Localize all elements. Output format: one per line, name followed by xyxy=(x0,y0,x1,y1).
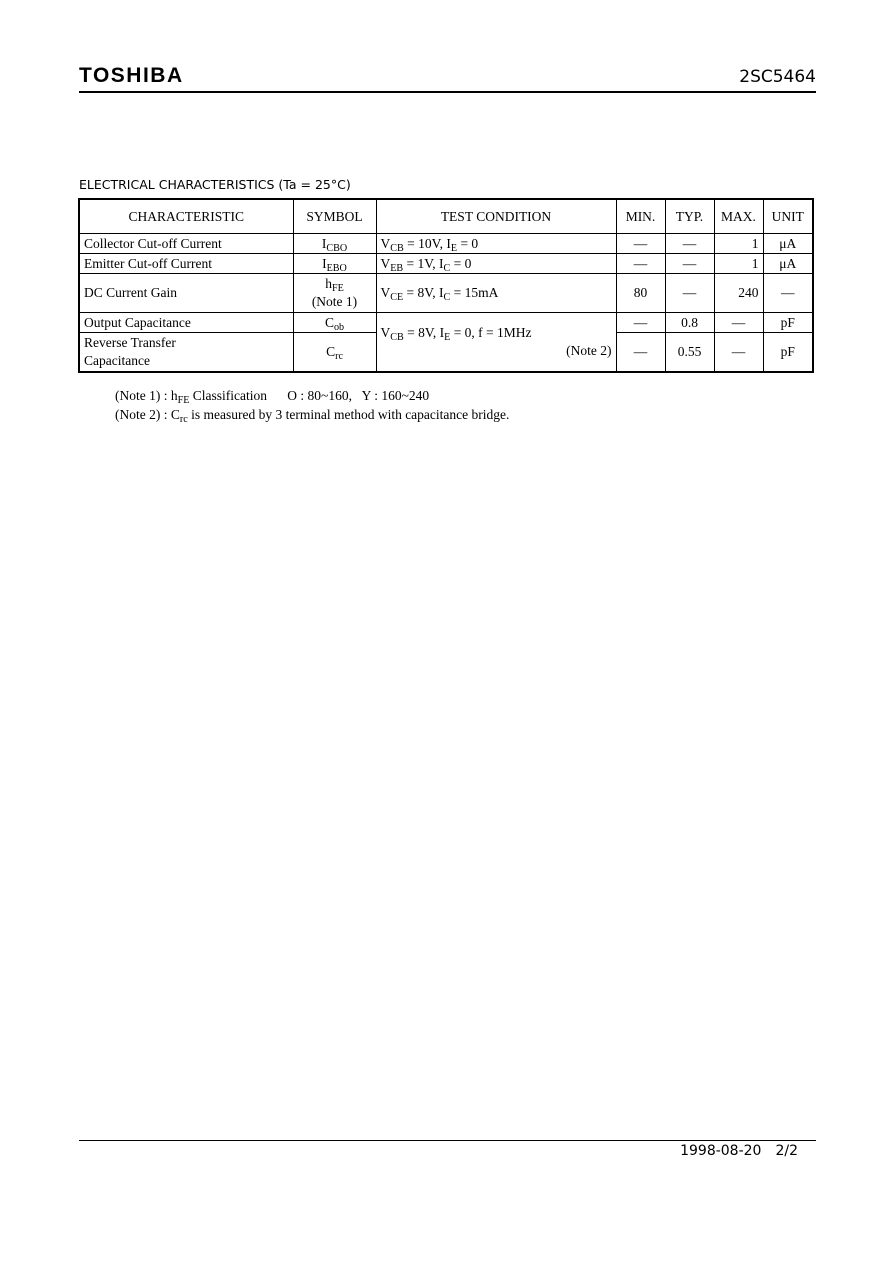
min-cell: — xyxy=(616,333,665,373)
page-number: 2/2 xyxy=(775,1143,798,1159)
test-condition-cell: $V_{CE} = 8V$, $I_C = 15mA$ xyxy=(376,274,616,313)
col-header: UNIT xyxy=(763,199,813,234)
col-header: TYP. xyxy=(665,199,714,234)
col-header: SYMBOL xyxy=(293,199,376,234)
page-footer xyxy=(680,1142,798,1160)
page-header xyxy=(79,63,816,93)
col-header: TEST CONDITION xyxy=(376,199,616,234)
table-row xyxy=(79,274,813,313)
symbol-cell: $C_{ob}$ xyxy=(293,313,376,333)
test-condition-cell: $V_{CB} = 8V$, $I_E = 0$, f = 1MHz (Note 2) xyxy=(376,313,616,373)
symbol-cell: $I_{CBO}$ xyxy=(293,234,376,254)
typ-cell: 0.8 xyxy=(665,313,714,333)
characteristic-cell: Collector Cut-off Current xyxy=(79,234,293,254)
max-cell: — xyxy=(714,313,763,333)
col-header: MAX. xyxy=(714,199,763,234)
min-cell: — xyxy=(616,254,665,274)
part-number: 2SC5464 xyxy=(739,67,816,87)
typ-cell: — xyxy=(665,274,714,313)
symbol-note: (Note 1) xyxy=(311,294,358,309)
max-cell: 1 xyxy=(714,254,763,274)
electrical-characteristics-table xyxy=(78,198,814,373)
characteristic-cell: Reverse Transfer Capacitance xyxy=(79,333,293,373)
max-cell: 1 xyxy=(714,234,763,254)
unit-cell: pF xyxy=(763,313,813,333)
section-title: ELECTRICAL CHARACTERISTICS (Ta = 25°C) xyxy=(79,177,351,192)
min-cell: — xyxy=(616,313,665,333)
symbol-cell: $C_{rc}$ xyxy=(293,333,376,373)
characteristic-cell: Output Capacitance xyxy=(79,313,293,333)
table-row xyxy=(79,313,813,333)
note-2: (Note 2) : $C_{rc}$ is measured by 3 terminal method with capacitance bridge. xyxy=(115,407,510,425)
col-header: MIN. xyxy=(616,199,665,234)
min-cell: 80 xyxy=(616,274,665,313)
table-row xyxy=(79,254,813,274)
characteristic-cell: DC Current Gain xyxy=(79,274,293,313)
typ-cell: — xyxy=(665,234,714,254)
footer-date: 1998-08-20 xyxy=(680,1143,762,1159)
table-row xyxy=(79,234,813,254)
note-reference: (Note 2) xyxy=(566,343,612,358)
symbol-cell: $h_{FE}$ (Note 1) xyxy=(293,274,376,313)
unit-cell: pF xyxy=(763,333,813,373)
table-notes xyxy=(115,386,509,424)
col-header: CHARACTERISTIC xyxy=(79,199,293,234)
note-1: (Note 1) : $h_{FE}$ Classification O : 80~160, Y : 160~240 xyxy=(115,388,430,406)
max-cell: — xyxy=(714,333,763,373)
characteristic-cell: Emitter Cut-off Current xyxy=(79,254,293,274)
min-cell: — xyxy=(616,234,665,254)
symbol-cell: $I_{EBO}$ xyxy=(293,254,376,274)
test-condition-cell: $V_{EB} = 1V$, $I_C = 0$ xyxy=(376,254,616,274)
unit-cell: μA xyxy=(763,234,813,254)
footer-divider xyxy=(79,1140,816,1141)
typ-cell: — xyxy=(665,254,714,274)
table-header-row xyxy=(79,199,813,234)
test-condition-cell: $V_{CB} = 10V$, $I_E = 0$ xyxy=(376,234,616,254)
toshiba-logo: TOSHIBA xyxy=(79,64,184,87)
unit-cell: — xyxy=(763,274,813,313)
max-cell: 240 xyxy=(714,274,763,313)
typ-cell: 0.55 xyxy=(665,333,714,373)
unit-cell: μA xyxy=(763,254,813,274)
